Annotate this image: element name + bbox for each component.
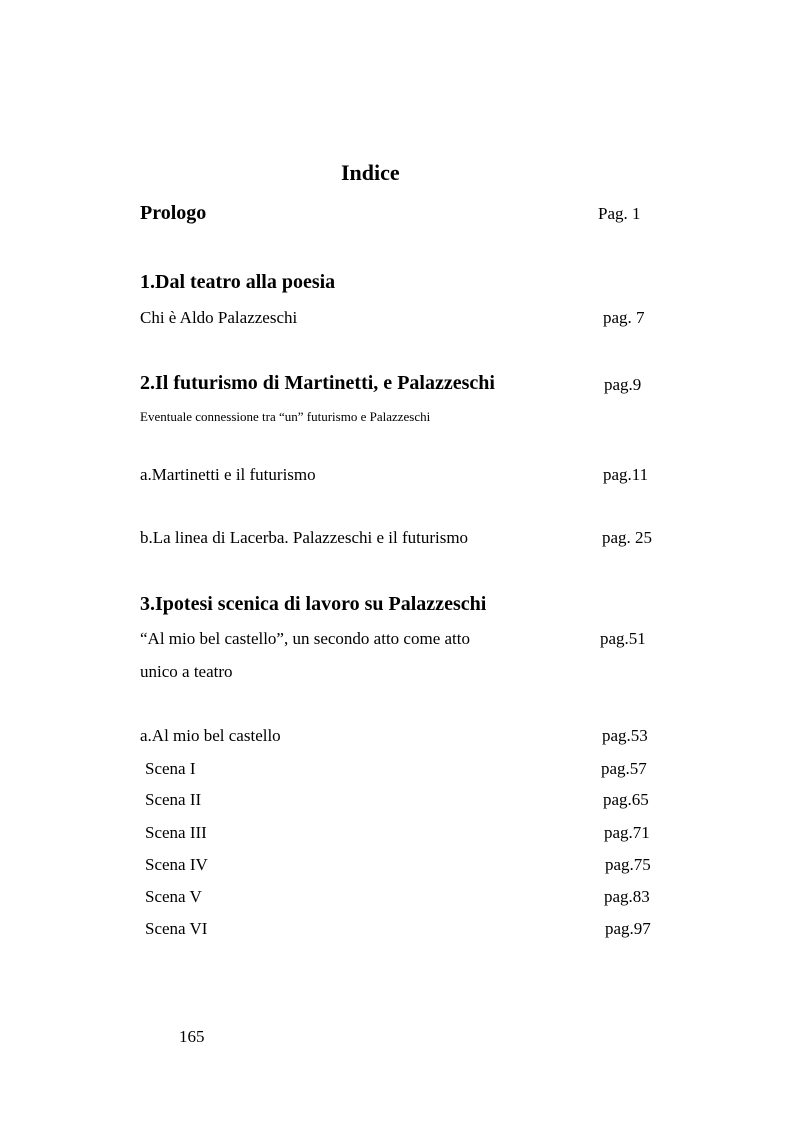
toc-scene-page: pag.83 <box>604 887 650 906</box>
toc-chapter3-a-page: pag.53 <box>602 726 648 745</box>
toc-scene-label: Scena V <box>145 887 202 906</box>
toc-scene-label: Scena II <box>145 790 202 809</box>
toc-chapter2-a-label: a.Martinetti e il futurismo <box>140 465 316 484</box>
toc-chapter2-a-page: pag.11 <box>603 465 649 484</box>
toc-scene-page: pag.57 <box>601 759 647 778</box>
toc-scene-label: Scena III <box>145 823 207 842</box>
toc-chapter3-heading: 3.Ipotesi scenica di lavoro su Palazzeschi <box>140 593 487 615</box>
toc-prologo-page: Pag. 1 <box>598 204 641 223</box>
toc-chapter1-heading: 1.Dal teatro alla poesia <box>140 271 336 293</box>
toc-scene-label: Scena IV <box>145 855 208 874</box>
toc-scene-page: pag.97 <box>605 919 651 938</box>
toc-chapter3-a-label: a.Al mio bel castello <box>140 726 281 745</box>
toc-chapter3-sub-page: pag.51 <box>600 629 646 648</box>
toc-chapter2-b-page: pag. 25 <box>602 528 653 547</box>
toc-chapter1-sub1-label: Chi è Aldo Palazzeschi <box>140 308 298 327</box>
toc-chapter2-heading: 2.Il futurismo di Martinetti, e Palazzeschi <box>140 372 495 394</box>
toc-chapter2-b-label: b.La linea di Lacerba. Palazzeschi e il futurismo <box>140 528 469 547</box>
page-number: 165 <box>179 1027 205 1046</box>
index-title: Indice <box>341 160 400 185</box>
toc-scene-page: pag.71 <box>604 823 650 842</box>
toc-prologo-label: Prologo <box>140 202 207 224</box>
toc-chapter1-sub1-page: pag. 7 <box>603 308 645 327</box>
toc-chapter2-page: pag.9 <box>604 375 642 394</box>
toc-chapter3-sub-line2: unico a teatro <box>140 662 233 681</box>
toc-scene-label: Scena VI <box>145 919 208 938</box>
toc-scene-page: pag.75 <box>605 855 651 874</box>
toc-chapter3-sub-line1: “Al mio bel castello”, un secondo atto come atto <box>140 629 470 648</box>
toc-scene-label: Scena I <box>145 759 196 778</box>
toc-chapter2-note: Eventuale connessione tra “un” futurismo e Palazzeschi <box>140 409 431 424</box>
toc-scene-page: pag.65 <box>603 790 649 809</box>
